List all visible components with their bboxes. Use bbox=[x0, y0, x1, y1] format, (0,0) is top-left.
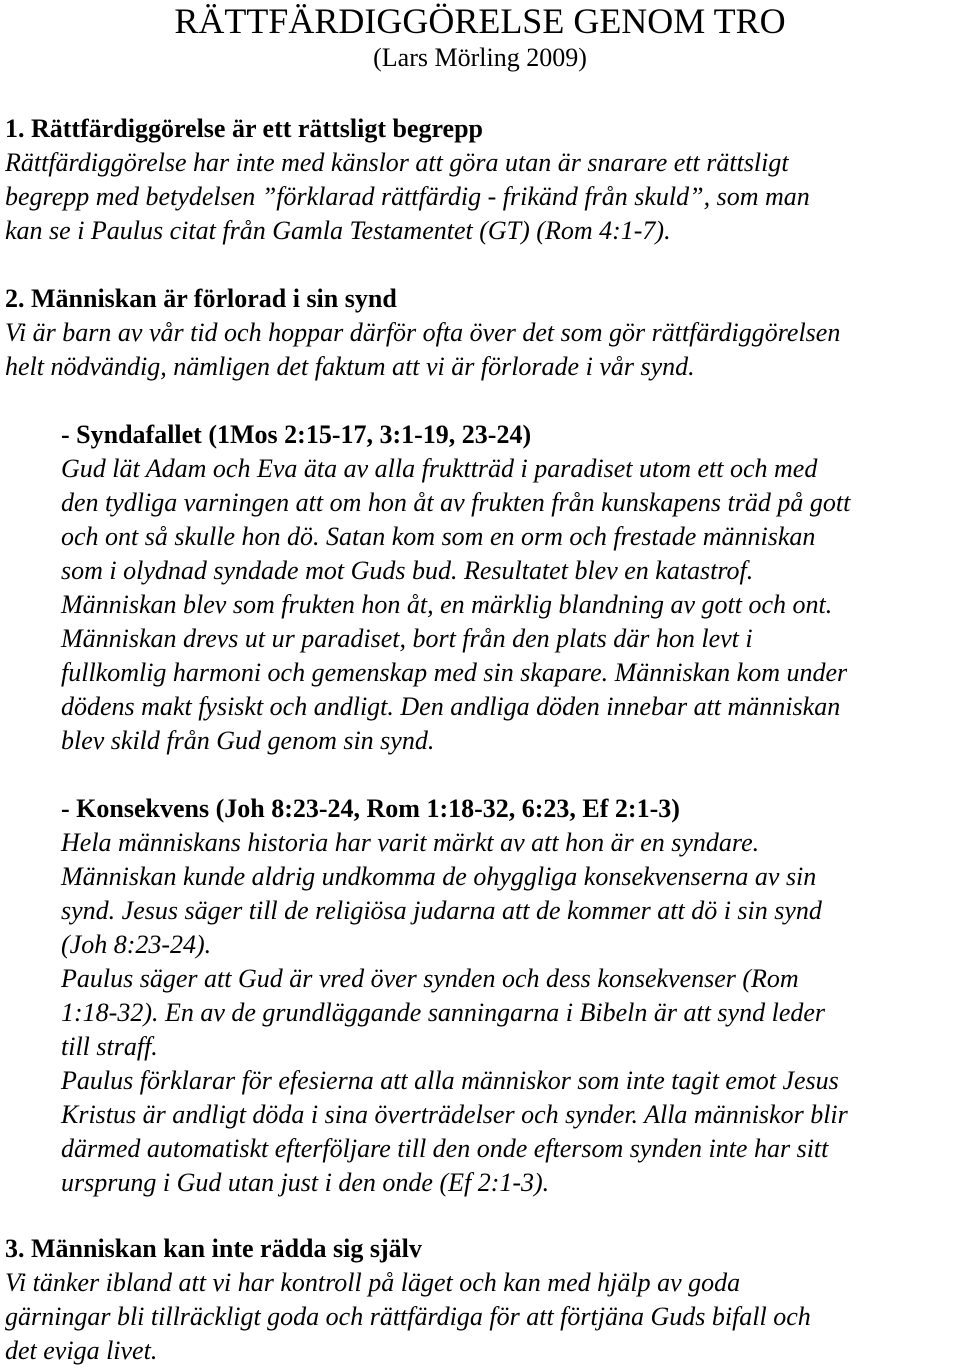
paragraph-line: det eviga livet. bbox=[5, 1336, 158, 1365]
section-3 bbox=[5, 1232, 960, 1368]
section-2 bbox=[5, 282, 960, 384]
paragraph-line: Kristus är andligt döda i sina överträdelser och synder. Alla människor blir bbox=[61, 1100, 848, 1129]
paragraph-line: blev skild från Gud genom sin synd. bbox=[61, 726, 435, 755]
paragraph-line: Rättfärdiggörelse har inte med känslor att göra utan är snarare ett rättsligt bbox=[5, 148, 789, 177]
paragraph-line: Vi är barn av vår tid och hoppar därför ofta över det som gör rättfärdiggörelsen bbox=[5, 318, 841, 347]
paragraph-line: gärningar bli tillräckligt goda och rättfärdiga för att förtjäna Guds bifall och bbox=[5, 1302, 811, 1331]
paragraph-line: synd. Jesus säger till de religiösa judarna att de kommer att dö i sin synd bbox=[61, 896, 822, 925]
paragraph-line: Paulus säger att Gud är vred över synden och dess konsekvenser (Rom bbox=[61, 964, 799, 993]
paragraph-line: Människan kunde aldrig undkomma de ohyggliga konsekvenserna av sin bbox=[61, 862, 817, 891]
paragraph-line: Människan blev som frukten hon åt, en märklig blandning av gott och ont. bbox=[61, 590, 833, 619]
paragraph-line: kan se i Paulus citat från Gamla Testamentet (GT) (Rom 4:1-7). bbox=[5, 216, 671, 245]
subsection-syndafallet bbox=[61, 418, 960, 758]
paragraph-line: Vi tänker ibland att vi har kontroll på läget och kan med hjälp av goda bbox=[5, 1268, 741, 1297]
paragraph-line: ursprung i Gud utan just i den onde (Ef 2:1-3). bbox=[61, 1168, 550, 1197]
paragraph-line: Paulus förklarar för efesierna att alla människor som inte tagit emot Jesus bbox=[61, 1066, 839, 1095]
paragraph-line: (Joh 8:23-24). bbox=[61, 930, 212, 959]
section-1 bbox=[5, 112, 960, 248]
subsection-heading: - Konsekvens (Joh 8:23-24, Rom 1:18-32, 6:23, Ef 2:1-3) bbox=[61, 794, 680, 823]
document-subtitle: (Lars Mörling 2009) bbox=[373, 43, 587, 72]
paragraph-line: till straff. bbox=[61, 1032, 158, 1061]
paragraph-line: fullkomlig harmoni och gemenskap med sin skapare. Människan kom under bbox=[61, 658, 848, 687]
section-heading: 3. Människan kan inte rädda sig själv bbox=[5, 1234, 422, 1263]
paragraph-line: dödens makt fysiskt och andligt. Den andliga döden innebar att människan bbox=[61, 692, 841, 721]
paragraph-line: 1:18-32). En av de grundläggande sanningarna i Bibeln är att synd leder bbox=[61, 998, 826, 1027]
paragraph-line: därmed automatiskt efterföljare till den onde eftersom synden inte har sitt bbox=[61, 1134, 829, 1163]
section-heading: 2. Människan är förlorad i sin synd bbox=[5, 284, 397, 313]
paragraph-line: och ont så skulle hon dö. Satan kom som en orm och frestade människan bbox=[61, 522, 816, 551]
paragraph-line: helt nödvändig, nämligen det faktum att vi är förlorade i vår synd. bbox=[5, 352, 695, 381]
paragraph-line: begrepp med betydelsen ”förklarad rättfärdig - frikänd från skuld”, som man bbox=[5, 182, 810, 211]
paragraph-line: Människan drevs ut ur paradiset, bort från den plats där hon levt i bbox=[61, 624, 753, 653]
document-title: RÄTTFÄRDIGGÖRELSE GENOM TRO bbox=[174, 1, 786, 41]
subsection-konsekvens bbox=[61, 792, 960, 1200]
subsection-heading: - Syndafallet (1Mos 2:15-17, 3:1-19, 23-24) bbox=[61, 420, 532, 449]
paragraph-line: som i olydnad syndade mot Guds bud. Resultatet blev en katastrof. bbox=[61, 556, 754, 585]
section-heading: 1. Rättfärdiggörelse är ett rättsligt begrepp bbox=[5, 114, 484, 143]
paragraph-line: Hela människans historia har varit märkt av att hon är en syndare. bbox=[61, 828, 760, 857]
paragraph-line: Gud lät Adam och Eva äta av alla fruktträd i paradiset utom ett och med bbox=[61, 454, 818, 483]
paragraph-line: den tydliga varningen att om hon åt av frukten från kunskapens träd på gott bbox=[61, 488, 851, 517]
